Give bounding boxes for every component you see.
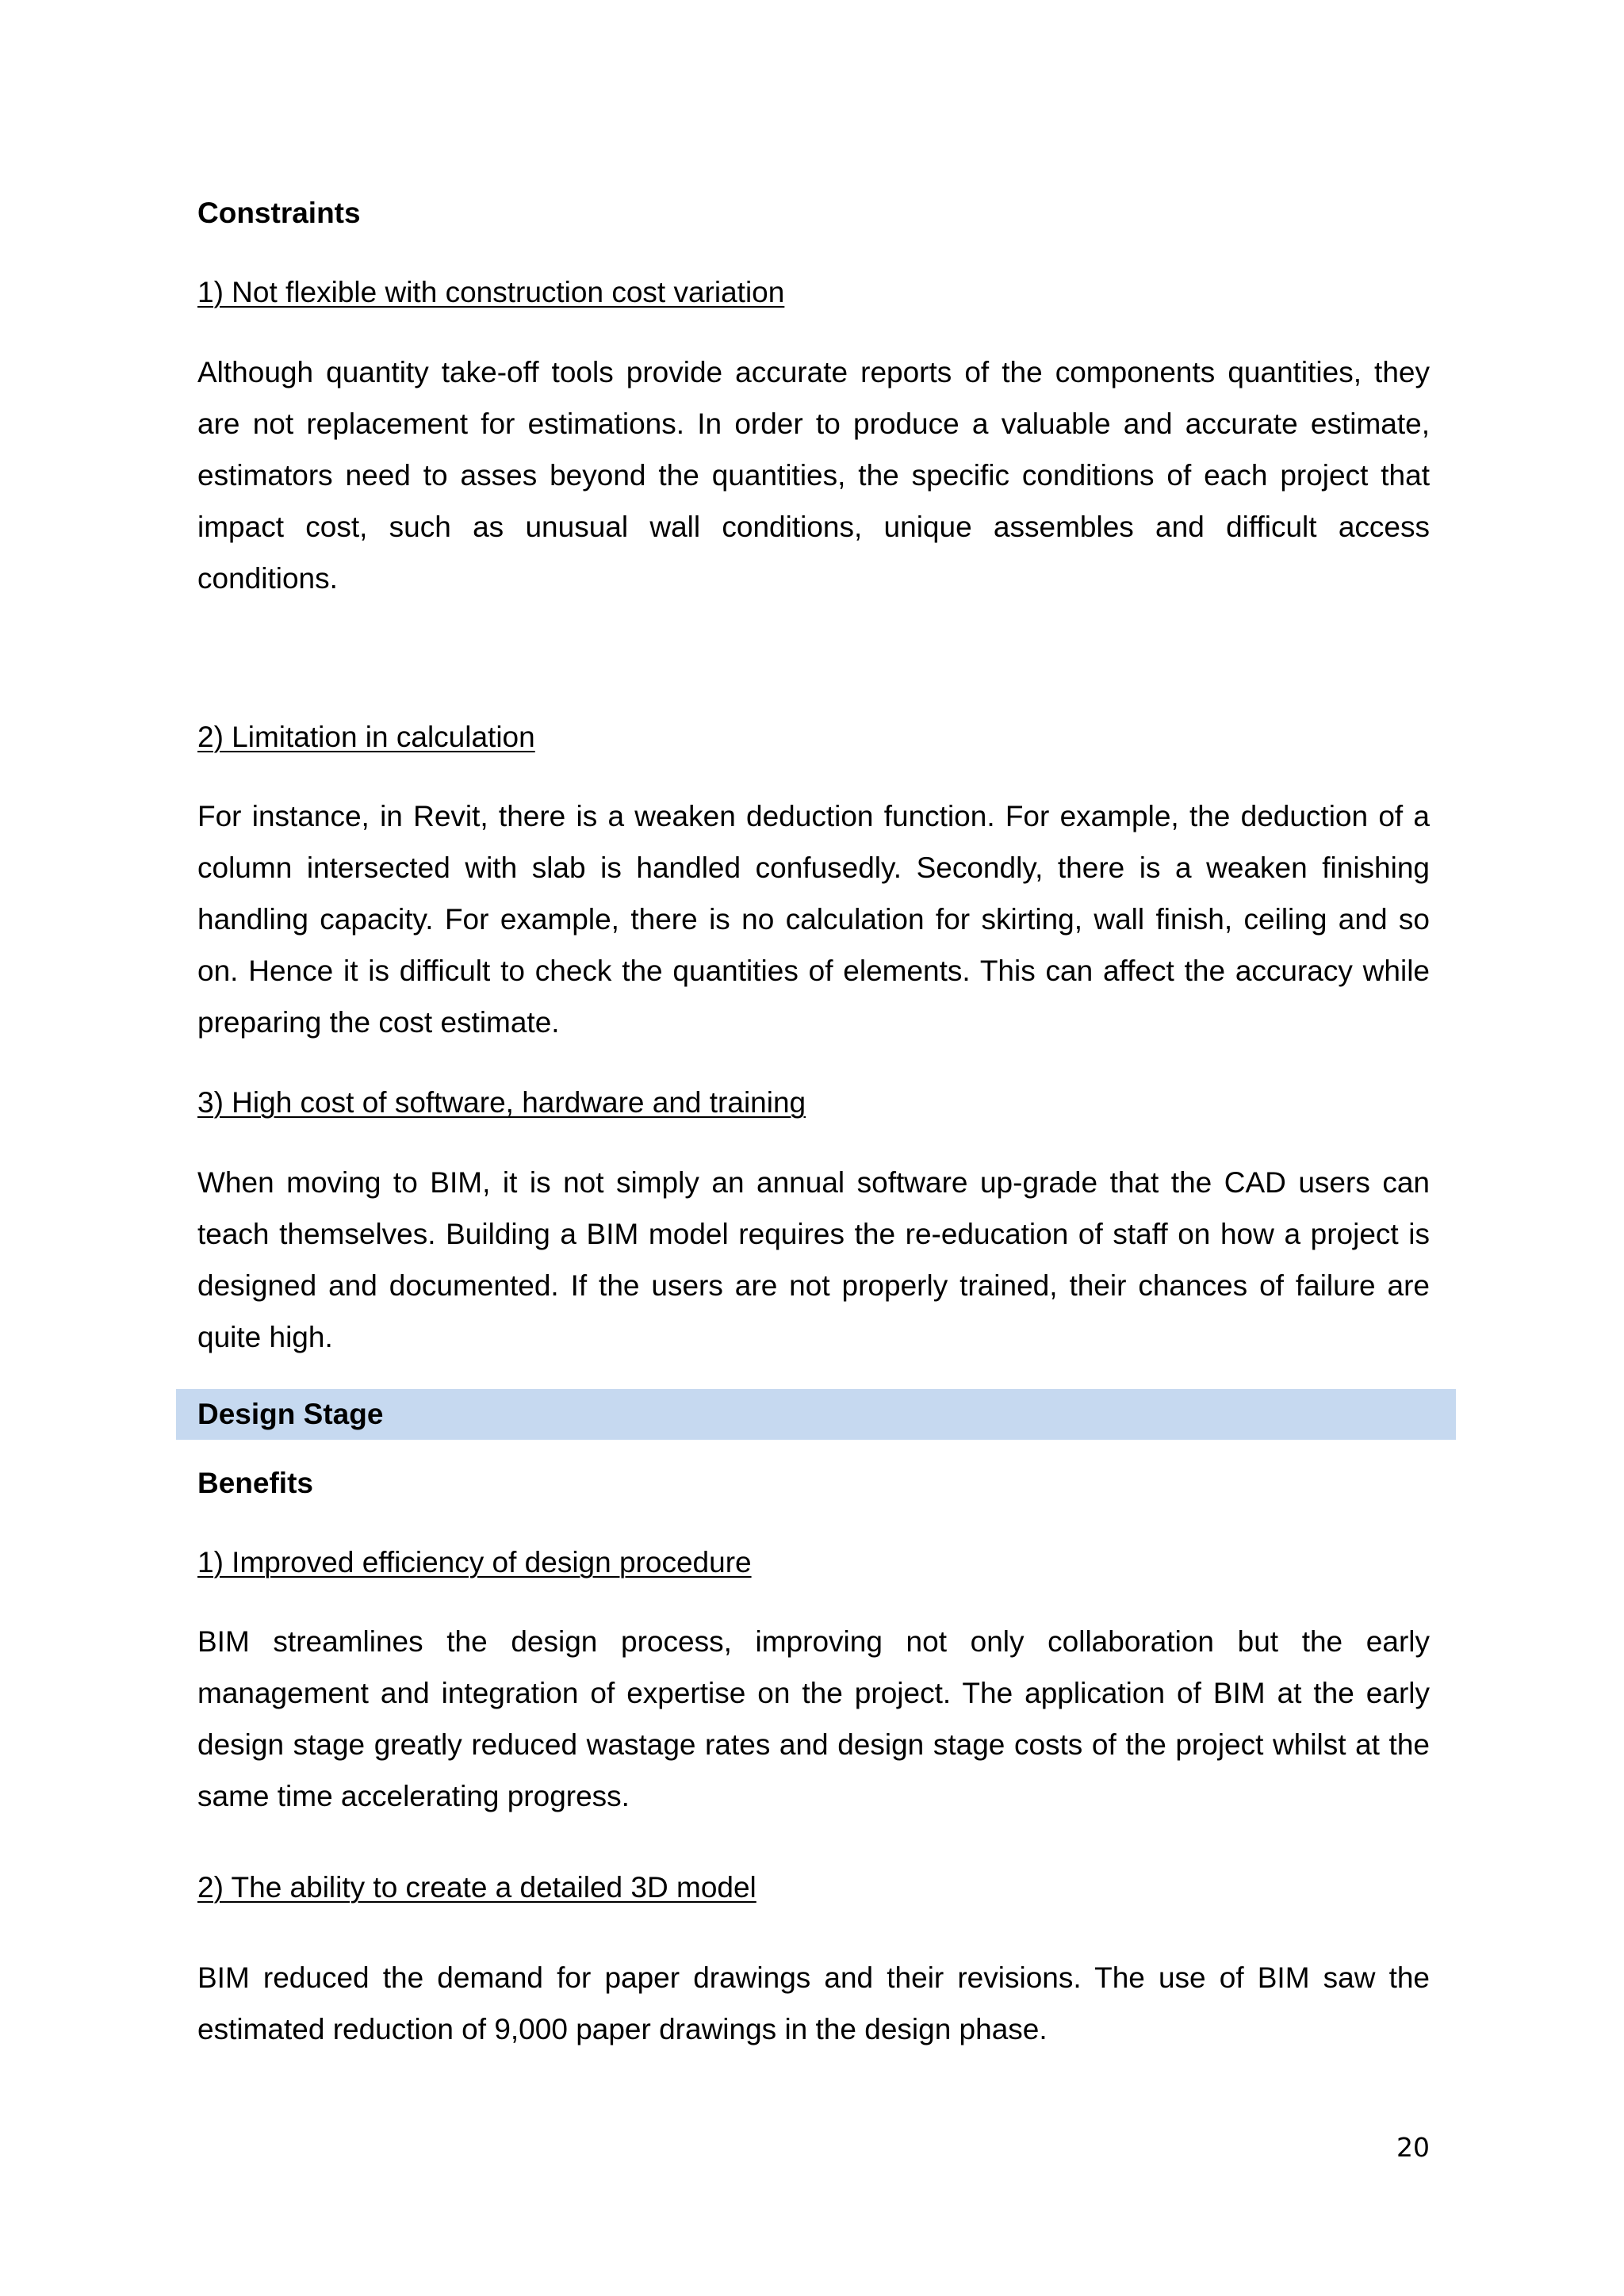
design-stage-band	[176, 1389, 1456, 1440]
constraint-3-title: 3) High cost of software, hardware and training	[197, 1086, 806, 1119]
constraints-heading: Constraints	[197, 197, 361, 229]
benefit-2-title: 2) The ability to create a detailed 3D model	[197, 1871, 756, 1904]
constraint-1-title: 1) Not flexible with construction cost variation	[197, 276, 785, 308]
benefit-1-title: 1) Improved efficiency of design procedure	[197, 1546, 752, 1578]
constraint-2-title: 2) Limitation in calculation	[197, 721, 535, 753]
benefits-heading: Benefits	[197, 1467, 313, 1499]
benefit-1-text: BIM streamlines the design process, improving not only collaboration but the early management and integration of expertise on the project. The application of BIM at the early design stage greatly reduced wastage rates and design stage costs of the project whilst at the same time accelerating progress.	[197, 1625, 1430, 1812]
constraint-3-text: When moving to BIM, it is not simply an annual software up-grade that the CAD users can teach themselves. Building a BIM model requires the re-education of staff on how a project is designed and documented. If the users are not properly trained, their chances of failure are quite high.	[197, 1166, 1430, 1353]
constraint-2-text: For instance, in Revit, there is a weaken deduction function. For example, the deduction of a column intersected with slab is handled confusedly. Secondly, there is a weaken finishing handling capacity. For example, there is no calculation for skirting, wall finish, ceiling and so on. Hence it is difficult to check the quantities of elements. This can affect the accuracy while preparing the cost estimate.	[197, 800, 1430, 1039]
benefit-2-text: BIM reduced the demand for paper drawings and their revisions. The use of BIM saw the estimated reduction of 9,000 paper drawings in the design phase.	[197, 1961, 1430, 2045]
page-number: 20	[1396, 2132, 1430, 2163]
design-stage-heading: Design Stage	[197, 1398, 384, 1430]
constraint-1-text: Although quantity take-off tools provide accurate reports of the components quantities, they are not replacement for estimations. In order to produce a valuable and accurate estimate, estimators need to asses beyond the quantities, the specific conditions of each project that impact cost, such as unusual wall conditions, unique assembles and difficult access conditions.	[197, 356, 1430, 595]
